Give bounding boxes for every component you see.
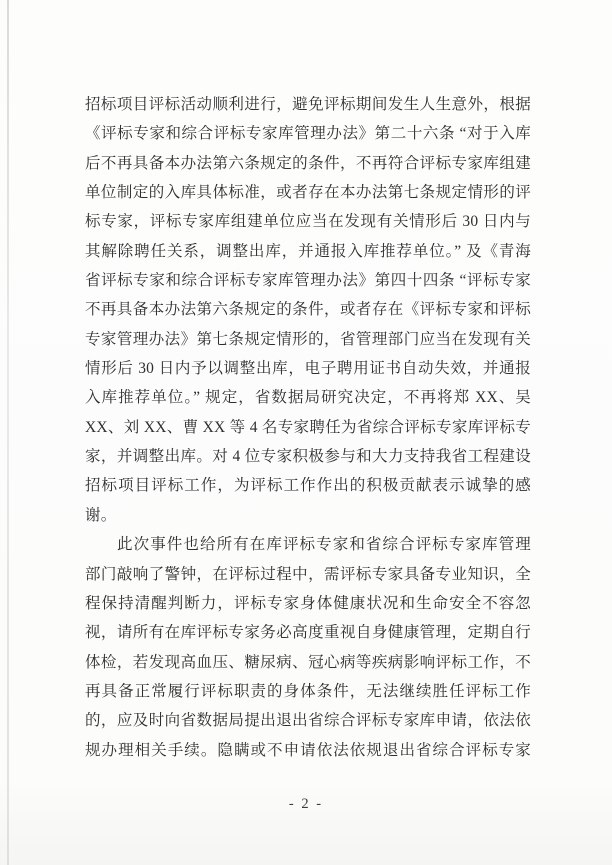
paragraph xyxy=(85,530,531,765)
text-line: XX、刘 XX、曹 XX 等 4 名专家聘任为省综合评标专家库评标专 xyxy=(85,418,531,436)
text-line: 其解除聘任关系，调整出库，并通报入库推荐单位。” 及《青海 xyxy=(85,242,531,260)
text-line: 部门敲响了警钟，在评标过程中，需评标专家具备专业知识，全 xyxy=(85,565,531,583)
text-line: 后不再具备本办法第六条规定的条件，不再符合评标专家库组建 xyxy=(85,154,531,172)
paragraph xyxy=(85,90,531,530)
text-line: 专家管理办法》第七条规定情形的，省管理部门应当在发现有关 xyxy=(85,330,531,348)
text-line: 《评标专家和综合评标专家库管理办法》第二十六条 “对于入库 xyxy=(85,125,531,143)
text-line: 招标项目评标活动顺利进行，避免评标期间发生人生意外，根据 xyxy=(85,96,531,113)
text-line: 规办理相关手续。隐瞒或不申请依法依规退出省综合评标专家 xyxy=(85,741,531,759)
text-line: 再具备正常履行评标职责的身体条件，无法继续胜任评标工作 xyxy=(85,682,531,700)
body-text xyxy=(85,90,531,765)
page-number: - 2 - xyxy=(288,796,324,812)
text-line: 不再具备本办法第六条规定的条件，或者存在《评标专家和评标 xyxy=(85,301,531,319)
scan-edge-line xyxy=(7,0,9,865)
text-line: 谢。 xyxy=(85,506,117,524)
text-line: 的，应及时向省数据局提出退出省综合评标专家库申请，依法依 xyxy=(85,712,531,730)
text-line: 此次事件也给所有在库评标专家和省综合评标专家库管理 xyxy=(117,536,531,554)
text-line: 单位制定的入库具体标准，或者存在本办法第七条规定情形的评 xyxy=(85,184,531,202)
text-line: 省评标专家和综合评标专家库管理办法》第四十四条 “评标专家 xyxy=(85,272,531,290)
text-line: 标专家，评标专家库组建单位应当在发现有关情形后 30 日内与 xyxy=(85,213,531,231)
text-line: 程保持清醒判断力，评标专家身体健康状况和生命安全不容忽 xyxy=(85,594,531,612)
text-line: 入库推荐单位。” 规定，省数据局研究决定，不再将郑 XX、吴 xyxy=(85,389,531,407)
text-line: 体检，若发现高血压、糖尿病、冠心病等疾病影响评标工作，不 xyxy=(85,653,531,671)
text-line: 视，请所有在库评标专家务必高度重视自身健康管理，定期自行 xyxy=(85,624,531,642)
text-line: 情形后 30 日内予以调整出库，电子聘用证书自动失效，并通报 xyxy=(85,360,531,378)
text-line: 家，并调整出库。对 4 位专家积极参与和大力支持我省工程建设 xyxy=(85,448,531,466)
text-line: 招标项目评标工作，为评标工作作出的积极贡献表示诚挚的感 xyxy=(85,477,531,495)
